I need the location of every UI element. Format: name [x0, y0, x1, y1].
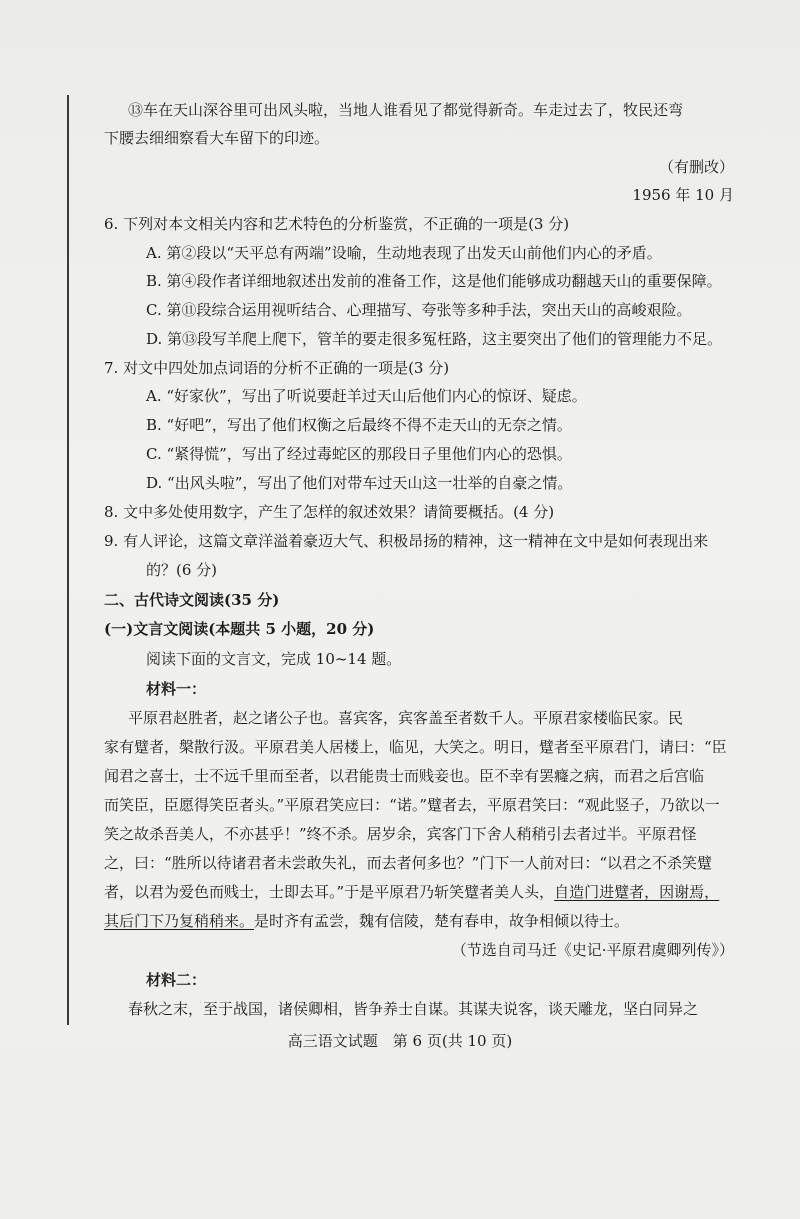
material-1-line-7: [104, 882, 719, 902]
material-2-line-1: 春秋之末，至于战国，诸侯卿相，皆争养士自谋。其谋夫说客，谈天雕龙，坚白同异之: [128, 1000, 699, 1018]
source-note: （有删改）: [658, 158, 734, 176]
question-7-option-c: C. “紧得慌”，写出了经过毒蛇区的那段日子里他们内心的恐惧。: [146, 445, 572, 463]
material-1-line-3: 闻君之喜士，士不远千里而至者，以君能贵士而贱妾也。臣不幸有罢癃之病，而君之后宫临: [104, 767, 705, 785]
material-1-underlined-sentence-a: 自造门进躄者，因谢焉，: [554, 883, 720, 901]
material-1-line-8: [104, 911, 629, 931]
question-6-option-b: B. 第④段作者详细地叙述出发前的准备工作，这是他们能够成功翻越天山的重要保障。: [146, 272, 722, 290]
material-1-source: （节选自司马迁《史记·平原君虞卿列传》）: [451, 941, 734, 959]
page-footer: 高三语文试题 第 6 页(共 10 页): [287, 1032, 513, 1050]
question-7-option-b: B. “好吧”，写出了他们权衡之后最终不得不走天山的无奈之情。: [146, 416, 572, 434]
material-1-line-2: 家有躄者，槃散行汲。平原君美人居楼上，临见，大笑之。明日，躄者至平原君门，请曰：“臣: [104, 738, 727, 756]
article-date: 1956 年 10 月: [632, 186, 734, 204]
question-9-line-2: 的？(6 分): [146, 561, 218, 579]
question-6-option-a: A. 第②段以“天平总有两端”设喻，生动地表现了出发天山前他们内心的矛盾。: [146, 244, 662, 262]
material-1-line-1: 平原君赵胜者，赵之诸公子也。喜宾客，宾客盖至者数千人。平原君家楼临民家。民: [128, 709, 684, 727]
reading-instruction: 阅读下面的文言文，完成 10~14 题。: [146, 650, 402, 668]
question-8: 8. 文中多处使用数字，产生了怎样的叙述效果？请简要概括。(4 分): [104, 503, 555, 521]
section-2-title: 二、古代诗文阅读(35 分): [104, 591, 280, 609]
question-7-option-d: D. “出风头啦”，写出了他们对带车过天山这一壮举的自豪之情。: [146, 474, 573, 492]
material-1-line-5: 笑之故杀吾美人，不亦甚乎！”终不杀。居岁余，宾客门下舍人稍稍引去者过半。平原君怪: [104, 825, 697, 843]
binding-margin-line: [67, 95, 69, 1025]
material-1-line-8-rest: 是时齐有孟尝，魏有信陵，楚有春申，故争相倾以待士。: [254, 912, 630, 930]
paragraph-13-line-2: 下腰去细细察看大车留下的印迹。: [104, 129, 330, 147]
material-1-underlined-sentence-b: 其后门下乃复稍稍来。: [104, 912, 255, 930]
material-1-title: 材料一：: [146, 680, 207, 698]
paragraph-13-line-1: ⑬车在天山深谷里可出风头啦，当地人谁看见了都觉得新奇。车走过去了，牧民还弯: [128, 101, 684, 119]
material-2-title: 材料二：: [146, 971, 207, 989]
section-2-subtitle: (一)文言文阅读(本题共 5 小题，20 分): [104, 620, 375, 638]
question-9-line-1: 9. 有人评论，这篇文章洋溢着豪迈大气、积极昂扬的精神，这一精神在文中是如何表现出来: [104, 532, 709, 550]
question-6-option-c: C. 第⑪段综合运用视听结合、心理描写、夸张等多种手法，突出天山的高峻艰险。: [146, 301, 692, 319]
material-1-line-7-text: 者，以君为爱色而贱士，士即去耳。”于是平原君乃斩笑躄者美人头，: [104, 883, 555, 901]
material-1-line-4: 而笑臣，臣愿得笑臣者头。”平原君笑应曰：“诺。”躄者去，平原君笑曰：“观此竖子，乃欲以一: [104, 796, 720, 814]
question-6-stem: 6. 下列对本文相关内容和艺术特色的分析鉴赏，不正确的一项是(3 分): [104, 215, 570, 233]
question-7-stem: 7. 对文中四处加点词语的分析不正确的一项是(3 分): [104, 359, 450, 377]
question-6-option-d: D. 第⑬段写羊爬上爬下，管羊的要走很多冤枉路，这主要突出了他们的管理能力不足。: [146, 330, 723, 348]
material-1-line-6: 之，曰：“胜所以待诸君者未尝敢失礼，而去者何多也？”门下一人前对曰：“以君之不杀笑躄: [104, 854, 713, 872]
question-7-option-a: A. “好家伙”，写出了听说要赶羊过天山后他们内心的惊讶、疑虑。: [146, 387, 587, 405]
